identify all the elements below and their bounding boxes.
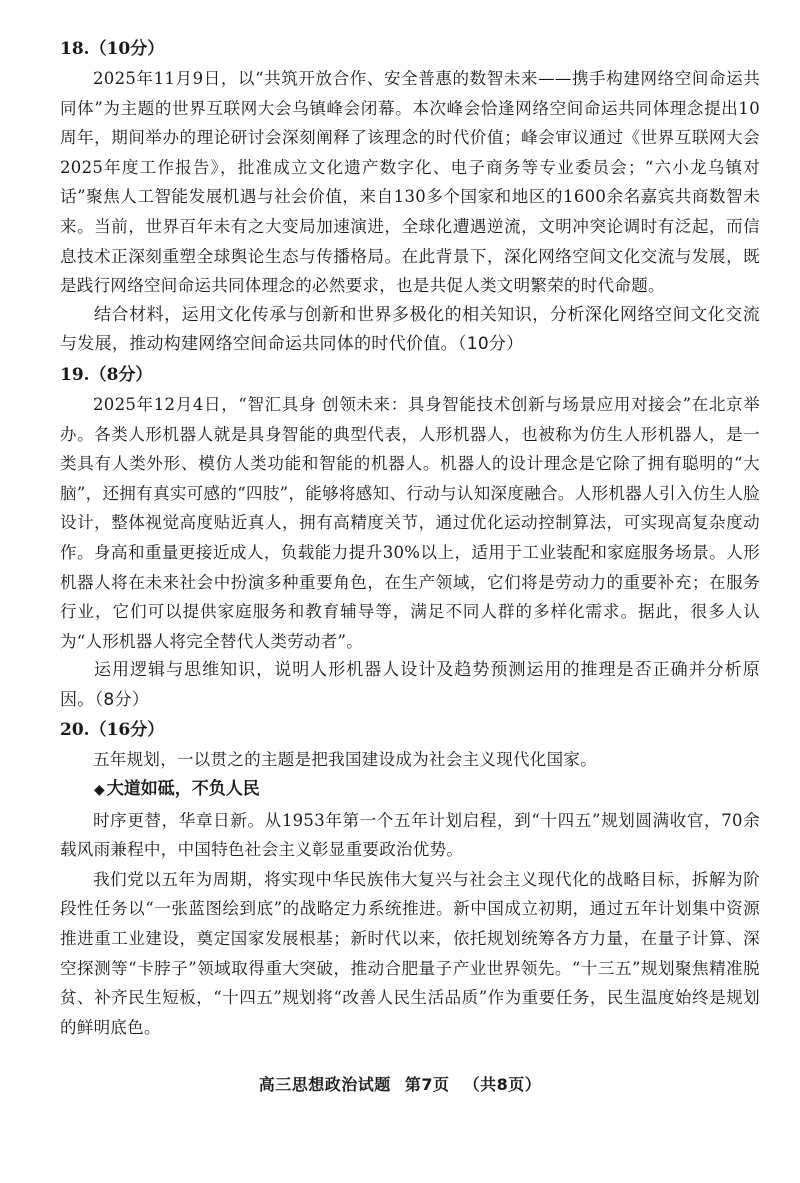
question-19-prompt: 运用逻辑与思维知识，说明人形机器人设计及趋势预测运用的推理是否正确并分析原因。（8分） (60, 660, 760, 710)
footer-page-number: 第7页 (404, 1075, 450, 1094)
question-19-material: 2025年12月4日，“智汇具身 创领未来：具身智能技术创新与场景应用对接会”在北京举办。各类人形机器人就是具身智能的典型代表，人形机器人，也被称为仿生人形机器人，是一类具有人类外形、模仿人类功能和智能的机器人。机器人的设计理念是它除了拥有聪明的“大脑”，还拥有真实可感的“四肢”，能够将感知、行动与认知深度融合。人形机器人引入仿生人脸设计，整体视觉高度贴近真人，拥有高精度关节，通过优化运动控制算法，可实现高复杂度动作。身高和重量更接近成人，负载能力提升30%以上，适用于工业装配和家庭服务场景。人形机器人将在未来社会中扮演多种重要角色，在生产领域，它们将是劳动力的重要补充；在服务行业，它们可以提供家庭服务和教育辅导等，满足不同人群的多样化需求。据此，很多人认为“人形机器人将完全替代人类劳动者”。 (60, 394, 760, 651)
page-footer (0, 1072, 800, 1095)
question-20-number: 20.（16分） (60, 720, 165, 741)
question-19-number: 19.（8分） (60, 364, 153, 385)
question-20-intro: 五年规划，一以贯之的主题是把我国建设成为社会主义现代化国家。 (93, 750, 597, 770)
question-20-paragraph-2: 我们党以五年为周期，将实现中华民族伟大复兴与社会主义现代化的战略目标，拆解为阶段性任务以“一张蓝图绘到底”的战略定力系统推进。新中国成立初期，通过五年计划集中资源推进重工业建设，奠定国家发展根基；新时代以来，依托规划统筹各方力量，在量子计算、深空探测等“卡脖子”领域取得重大突破，推动合肥量子产业世界领先。“十三五”规划聚焦精准脱贫、补齐民生短板，“十四五”规划将“改善人民生活品质”作为重要任务，民生温度始终是规划的鲜明底色。 (60, 869, 760, 1037)
question-18-material: 2025年11月9日，以“共筑开放合作、安全普惠的数智未来——携手构建网络空间命运共同体”为主题的世界互联网大会乌镇峰会闭幕。本次峰会恰逢网络空间命运共同体理念提出10周年，期间举办的理论研讨会深刻阐释了该理念的时代价值；峰会审议通过《世界互联网大会2025年度工作报告》，批准成立文化遗产数字化、电子商务等专业委员会；“六小龙乌镇对话”聚焦人工智能发展机遇与社会价值，来自130多个国家和地区的1600余名嘉宾共商数智未来。当前，世界百年未有之大变局加速演进，全球化遭遇逆流，文明冲突论调时有泛起，而信息技术正深刻重塑全球舆论生态与传播格局。在此背景下，深化网络空间文化交流与发展，既是践行网络空间命运共同体理念的必然要求，也是共促人类文明繁荣的时代命题。 (60, 69, 760, 296)
section-heading-text: 大道如砥，不负人民 (106, 779, 260, 800)
footer-subject: 高三思想政治试题 (258, 1075, 391, 1094)
question-18-number: 18.（10分） (60, 39, 165, 59)
footer-total-pages: （共8页） (463, 1075, 542, 1094)
question-18-prompt: 结合材料，运用文化传承与创新和世界多极化的相关知识，分析深化网络空间文化交流与发展，推动构建网络空间命运共同体的时代价值。（10分） (60, 304, 760, 355)
question-20-paragraph-1: 时序更替，华章日新。从1953年第一个五年计划启程，到“十四五”规划圆满收官，70余载风雨兼程中，中国特色社会主义彰显重要政治优势。 (60, 810, 760, 860)
diamond-bullet-icon: ◆ (94, 782, 105, 799)
question-20-section-heading (60, 775, 760, 806)
